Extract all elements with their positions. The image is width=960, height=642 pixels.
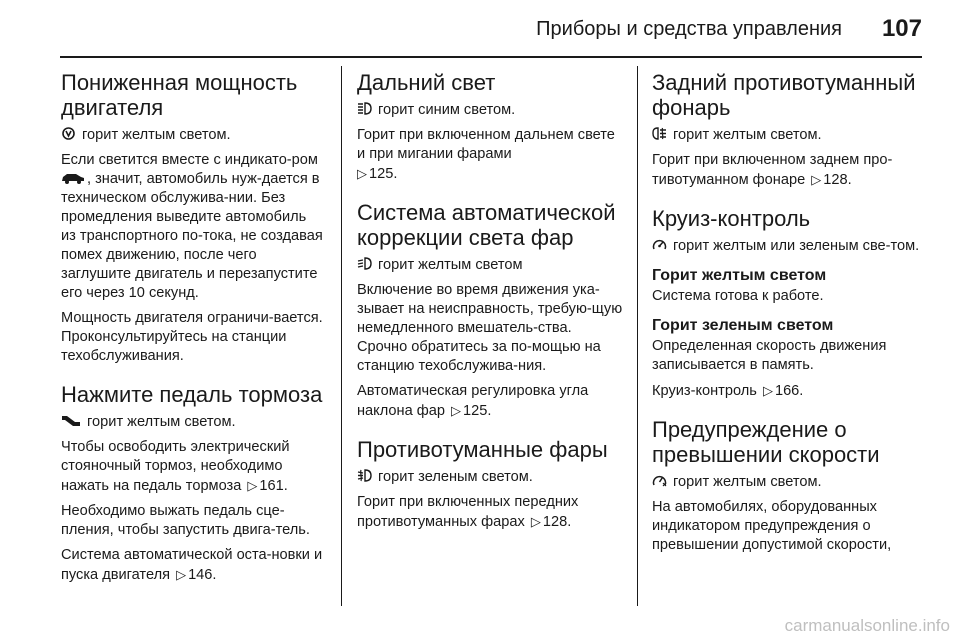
header-title: Приборы и средства управления [536,18,842,40]
page-ref-icon: ▷ [811,172,822,187]
text: горит синим светом. [374,102,516,118]
speed-warning-icon [652,474,667,487]
text: Если светится вместе с индикато-ром [61,152,318,168]
page-ref: 128. [542,514,572,530]
page-ref: 166. [774,383,804,399]
subsection-title: Горит желтым светом [652,267,827,284]
text: Горит при включенном заднем про-тивотуманном фонаре [652,152,893,188]
paragraph: Определенная скорость движения записывается в память. [652,338,887,373]
section-title: Система автоматической коррекции света фар [357,200,616,250]
text: Горит при включенных передних противотуманных фарах [357,494,579,530]
text: Чтобы освободить электрический стояночный тормоз, необходимо нажать на педаль тормоза [61,439,290,494]
text: горит зеленым светом. [374,469,533,485]
car-wrench-icon [61,171,85,184]
watermark: carmanualsonline.info [784,616,950,635]
rear-fog-light-icon [652,127,667,140]
section-title: Круиз-контроль [652,206,811,231]
engine-power-icon [61,127,76,140]
paragraph [357,101,623,120]
text: Автоматическая регулировка угла наклона фар [357,383,589,419]
column-3 [652,70,922,561]
paragraph [357,493,623,532]
paragraph: Включение во время движения ука-зывает на неисправность, требую-щую немедленного вмешатель-ства. Срочно обратитесь за по-мощью на станцию техобслужива-ния. [357,282,623,374]
paragraph: Необходимо выжать педаль сце-пления, чтобы запустить двига-тель. [61,503,310,538]
section-title: Пониженная мощность двигателя [61,70,298,120]
paragraph [652,237,922,256]
section-title: Дальний свет [357,70,496,95]
front-fog-light-icon [357,469,372,482]
page-ref-icon: ▷ [451,403,462,418]
text: горит желтым светом. [78,127,231,143]
column-2 [357,70,623,538]
page-ref-icon: ▷ [176,567,187,582]
section-fog-lights [357,437,623,532]
high-beam-icon [357,102,372,115]
text: горит желтым светом. [83,414,236,430]
column-1 [61,70,323,591]
column-divider-1 [341,66,342,606]
header-rule [60,56,922,58]
text: , значит, автомобиль нуж-дается в техническом обслужива-нии. Без промедления выведите автомобиль из транспортного по-тока, не создавая помех движению, после чего заглушите двигатель и перезапустите его через 10 секунд. [61,171,323,301]
paragraph [357,126,623,184]
page-header [0,0,960,60]
page-ref: 146. [188,567,217,583]
paragraph [357,256,623,275]
page-ref-icon: ▷ [762,383,773,398]
page-ref-icon: ▷ [530,514,541,529]
section-press-brake [61,382,323,585]
page-ref-icon: ▷ [357,166,367,181]
text: горит желтым светом. [669,474,822,490]
paragraph [61,546,323,585]
section-title: Предупреждение о превышении скорости [652,417,880,467]
page-ref-icon: ▷ [247,478,258,493]
page-ref: 161. [259,478,288,494]
section-headlight-leveling [357,200,623,421]
subsection-title: Горит зеленым светом [652,317,834,334]
text: Круиз-контроль [652,383,761,399]
paragraph [61,413,323,432]
paragraph: Система готова к работе. [652,288,824,304]
section-high-beam [357,70,623,184]
paragraph [652,151,922,190]
paragraph [652,381,922,401]
section-title: Противотуманные фары [357,437,608,462]
page-ref: 128. [823,172,852,188]
text: Система автоматической оста-новки и пуска двигателя [61,547,323,583]
paragraph [61,151,323,303]
paragraph: На автомобилях, оборудованных индикатором предупреждения о превышении допустимой скорости, [652,499,892,553]
text: горит желтым светом. [669,127,822,143]
headlight-leveling-icon [357,257,372,270]
section-title: Задний противотуманный фонарь [652,70,916,120]
page-ref: 125. [463,403,492,419]
cruise-control-icon [652,238,667,251]
page-ref: 125. [369,166,398,182]
text: горит желтым светом [374,257,523,273]
section-title: Нажмите педаль тормоза [61,382,323,407]
paragraph [357,468,623,487]
foot-pedal-icon [61,414,81,427]
page-number: 107 [881,15,922,42]
paragraph: Мощность двигателя ограничи-вается. Проконсультируйтесь на станции техобслуживания. [61,310,323,364]
section-speed-warning [652,417,922,555]
text: горит желтым или зеленым све-том. [669,238,920,254]
paragraph [652,473,922,492]
paragraph [357,382,623,421]
paragraph [61,438,323,496]
paragraph [652,126,922,145]
section-reduced-power [61,70,323,366]
column-divider-2 [637,66,638,606]
section-cruise-control [652,206,922,401]
section-rear-fog-light [652,70,922,190]
text: Горит при включенном дальнем свете и при мигании фарами [357,127,615,162]
paragraph [61,126,323,145]
